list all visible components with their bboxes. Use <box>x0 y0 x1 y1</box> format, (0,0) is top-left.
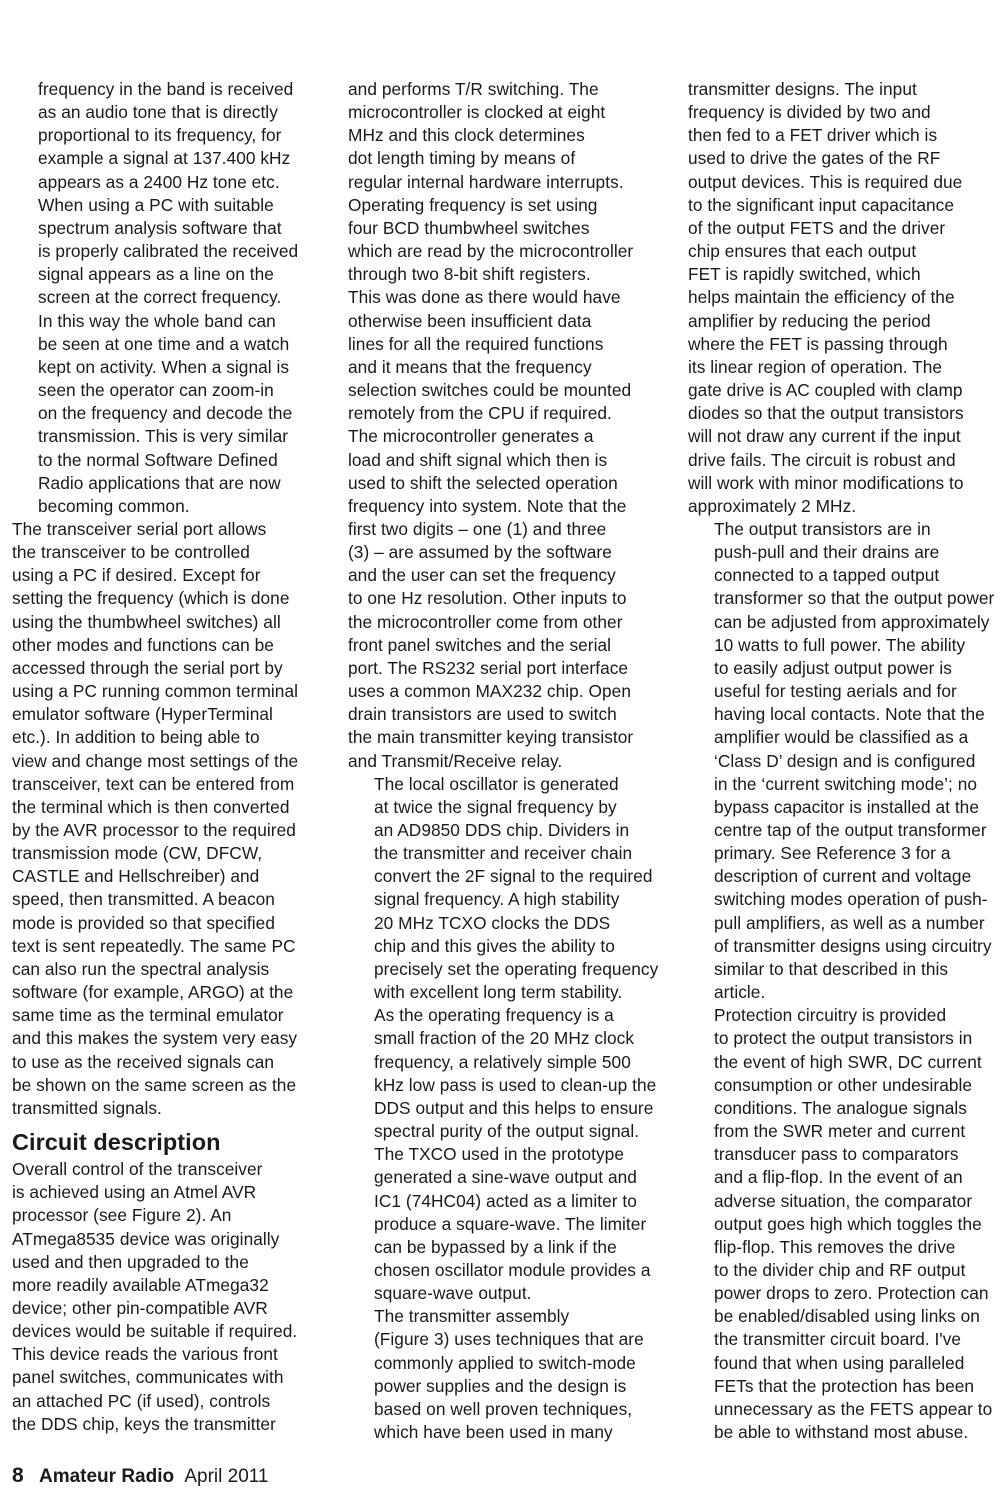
text-line: load and shift signal which then is <box>348 449 608 470</box>
text-line: which have been used in many <box>374 1422 613 1443</box>
text-line: regular internal hardware interrupts. <box>348 171 624 192</box>
text-line: view and change most settings of the <box>12 750 299 771</box>
text-line: frequency into system. Note that the <box>348 495 627 516</box>
text-line: (3) – are assumed by the software <box>348 542 612 563</box>
text-line: microcontroller is clocked at eight <box>348 102 606 123</box>
text-line: transformer so that the output power <box>714 588 995 609</box>
paragraph <box>688 1004 993 1444</box>
text-line: 20 MHz TCXO clocks the DDS <box>374 912 611 933</box>
text-line: then fed to a FET driver which is <box>688 125 938 146</box>
text-line: which are read by the microcontroller <box>348 241 634 262</box>
text-line: found that when using paralleled <box>714 1352 965 1373</box>
text-line: by the AVR processor to the required <box>12 820 296 840</box>
paragraph <box>688 518 995 1004</box>
paragraph <box>12 78 318 518</box>
text-line: used to drive the gates of the RF <box>688 148 941 169</box>
text-line: devices would be suitable if required. <box>12 1321 298 1342</box>
text-line: to protect the output transistors in <box>714 1028 973 1049</box>
text-line: can be bypassed by a link if the <box>374 1236 617 1257</box>
text-line: approximately 2 MHz. <box>688 495 857 516</box>
text-line: the transceiver to be controlled <box>12 542 250 563</box>
text-line: convert the 2F signal to the required <box>374 866 653 887</box>
section-heading: Circuit description <box>12 1129 221 1156</box>
text-line: other modes and functions can be <box>12 634 274 655</box>
text-line: to the significant input capacitance <box>688 194 954 215</box>
text-line: used and then upgraded to the <box>12 1251 249 1272</box>
text-line: small fraction of the 20 MHz clock <box>374 1028 635 1049</box>
text-line: IC1 (74HC04) acted as a limiter to <box>374 1190 637 1211</box>
text-line: used to shift the selected operation <box>348 472 618 493</box>
text-line: the terminal which is then converted <box>12 796 290 817</box>
text-line: signal frequency. A high stability <box>374 889 620 910</box>
text-line: helps maintain the efficiency of the <box>688 287 955 308</box>
text-line: This device reads the various front <box>12 1344 278 1365</box>
text-line: primary. See Reference 3 for a <box>714 843 951 864</box>
text-line: connected to a tapped output <box>714 565 940 586</box>
text-line: its linear region of operation. The <box>688 356 943 377</box>
text-line: description of current and voltage <box>714 866 972 887</box>
text-line: power supplies and the design is <box>374 1375 627 1396</box>
text-line: The microcontroller generates a <box>348 426 594 447</box>
text-line: as an audio tone that is directly <box>38 102 278 123</box>
text-line: bypass capacitor is installed at the <box>714 796 980 817</box>
page-number: 8 <box>12 1464 24 1487</box>
text-line: is achieved using an Atmel AVR <box>12 1182 257 1203</box>
magazine-title: Amateur Radio <box>38 1466 175 1487</box>
text-line: to easily adjust output power is <box>714 657 952 678</box>
text-line: Operating frequency is set using <box>348 194 598 215</box>
text-line: transmission. This is very similar <box>38 426 289 447</box>
text-line: port. The RS232 serial port interface <box>348 657 629 678</box>
text-line: of the output FETS and the driver <box>688 217 946 238</box>
text-line: software (for example, ARGO) at the <box>12 982 294 1003</box>
text-line: the microcontroller come from other <box>348 611 623 632</box>
text-line: front panel switches and the serial <box>348 634 612 655</box>
text-line: useful for testing aerials and for <box>714 681 957 702</box>
text-line: proportional to its frequency, for <box>38 125 282 146</box>
text-line: can be adjusted from approximately <box>714 611 990 632</box>
text-line: and this makes the system very easy <box>12 1028 298 1049</box>
paragraph <box>12 1158 318 1436</box>
text-line: power drops to zero. Protection can <box>714 1283 989 1304</box>
text-line: an AD9850 DDS chip. Dividers in <box>374 820 630 840</box>
text-line: speed, then transmitted. A beacon <box>12 889 275 910</box>
text-line: more readily available ATmega32 <box>12 1274 269 1295</box>
text-line: to the divider chip and RF output <box>714 1259 966 1280</box>
text-line: drive fails. The circuit is robust and <box>688 449 956 470</box>
text-line: In this way the whole band can <box>38 310 276 331</box>
text-line: and a flip-flop. In the event of an <box>714 1167 963 1188</box>
text-line: conditions. The analogue signals <box>714 1097 967 1118</box>
text-line: The output transistors are in <box>714 518 931 539</box>
text-line: and performs T/R switching. The <box>348 79 599 99</box>
text-line: be able to withstand most abuse. <box>714 1422 969 1443</box>
text-line: FET is rapidly switched, which <box>688 264 921 285</box>
text-line: etc.). In addition to being able to <box>12 727 260 748</box>
text-line: accessed through the serial port by <box>12 657 283 678</box>
text-line: example a signal at 137.400 kHz <box>38 148 291 169</box>
text-line: kHz low pass is used to clean-up the <box>374 1074 657 1095</box>
text-line: be seen at one time and a watch <box>38 333 290 354</box>
paragraph <box>688 78 988 518</box>
text-line: in the ‘current switching mode’; no <box>714 773 978 794</box>
text-line: spectral purity of the output signal. <box>374 1121 640 1142</box>
text-line: seen the operator can zoom-in <box>38 380 274 401</box>
text-line: transceiver, text can be entered from <box>12 773 295 794</box>
text-line: DDS output and this helps to ensure <box>374 1097 654 1118</box>
text-line: panel switches, communicates with <box>12 1367 284 1388</box>
text-line: Protection circuitry is provided <box>714 1005 947 1026</box>
text-line: be enabled/disabled using links on <box>714 1306 980 1327</box>
text-line: four BCD thumbwheel switches <box>348 217 590 238</box>
text-line: the transmitter and receiver chain <box>374 843 633 864</box>
text-line: the DDS chip, keys the transmitter <box>12 1413 276 1434</box>
text-line: amplifier would be classified as a <box>714 727 969 748</box>
text-line: produce a square-wave. The limiter <box>374 1213 647 1234</box>
text-line: is properly calibrated the received <box>38 241 299 262</box>
text-line: and the user can set the frequency <box>348 565 616 586</box>
text-line: the main transmitter keying transistor <box>348 727 634 748</box>
text-line: article. <box>714 982 766 1003</box>
text-line: frequency, a relatively simple 500 <box>374 1051 631 1072</box>
text-line: to the normal Software Defined <box>38 449 278 470</box>
text-line: output goes high which toggles the <box>714 1213 982 1234</box>
text-line: uses a common MAX232 chip. Open <box>348 681 631 702</box>
text-line: chip ensures that each output <box>688 241 917 262</box>
text-line: transmitted signals. <box>12 1097 162 1118</box>
text-line: The TXCO used in the prototype <box>374 1144 624 1165</box>
text-line: ATmega8535 device was originally <box>12 1228 280 1249</box>
column-3 <box>688 78 995 1444</box>
text-line: first two digits – one (1) and three <box>348 518 607 539</box>
text-line: commonly applied to switch-mode <box>374 1352 636 1373</box>
text-line: the event of high SWR, DC current <box>714 1051 982 1072</box>
text-line: frequency in the band is received <box>38 79 294 99</box>
text-line: similar to that described in this <box>714 958 949 979</box>
text-line: unnecessary as the FETS appear to <box>714 1398 993 1419</box>
text-line: becoming common. <box>38 495 190 516</box>
text-line: screen at the correct frequency. <box>38 287 282 308</box>
text-line: an attached PC (if used), controls <box>12 1390 271 1411</box>
text-line: from the SWR meter and current <box>714 1121 966 1142</box>
text-line: ‘Class D’ design and is configured <box>714 750 976 771</box>
issue-date: April 2011 <box>184 1466 269 1487</box>
text-line: processor (see Figure 2). An <box>12 1205 232 1226</box>
text-line: and Transmit/Receive relay. <box>348 750 563 771</box>
text-line: This was done as there would have <box>348 287 621 308</box>
text-line: remotely from the CPU if required. <box>348 403 612 424</box>
text-line: consumption or other undesirable <box>714 1074 973 1095</box>
text-line: transducer pass to comparators <box>714 1144 959 1165</box>
text-line: lines for all the required functions <box>348 333 604 354</box>
text-line: gate drive is AC coupled with clamp <box>688 380 963 401</box>
text-line: be shown on the same screen as the <box>12 1074 297 1095</box>
text-line: flip-flop. This removes the drive <box>714 1236 956 1257</box>
text-line: using a PC if desired. Except for <box>12 565 261 586</box>
text-line: chosen oscillator module provides a <box>374 1259 651 1280</box>
text-line: based on well proven techniques, <box>374 1398 633 1419</box>
text-line: setting the frequency (which is done <box>12 588 290 609</box>
text-line: at twice the signal frequency by <box>374 796 617 817</box>
text-line: adverse situation, the comparator <box>714 1190 973 1211</box>
text-line: switching modes operation of push- <box>714 889 988 910</box>
text-line: will not draw any current if the input <box>688 426 961 447</box>
text-line: the transmitter circuit board. I've <box>714 1329 962 1350</box>
text-line: signal appears as a line on the <box>38 264 274 285</box>
paragraph <box>348 78 658 773</box>
text-line: where the FET is passing through <box>688 333 948 354</box>
text-line: (Figure 3) uses techniques that are <box>374 1329 644 1350</box>
paragraph <box>348 1305 658 1444</box>
text-line: emulator software (HyperTerminal <box>12 704 273 725</box>
text-line: generated a sine-wave output and <box>374 1167 637 1188</box>
text-line: Overall control of the transceiver <box>12 1159 263 1180</box>
text-line: As the operating frequency is a <box>374 1005 614 1026</box>
text-line: appears as a 2400 Hz tone etc. <box>38 171 280 192</box>
text-line: and it means that the frequency <box>348 356 592 377</box>
text-line: otherwise been insufficient data <box>348 310 592 331</box>
text-line: transmission mode (CW, DFCW, <box>12 843 263 864</box>
text-line: When using a PC with suitable <box>38 194 274 215</box>
paragraph <box>348 773 658 1306</box>
text-line: 10 watts to full power. The ability <box>714 634 966 655</box>
text-line: amplifier by reducing the period <box>688 310 931 331</box>
text-line: having local contacts. Note that the <box>714 704 985 725</box>
text-line: The transmitter assembly <box>374 1306 570 1327</box>
text-line: square-wave output. <box>374 1283 532 1304</box>
text-line: pull amplifiers, as well as a number <box>714 912 985 933</box>
text-line: kept on activity. When a signal is <box>38 356 290 377</box>
text-line: can also run the spectral analysis <box>12 958 270 979</box>
text-line: frequency is divided by two and <box>688 102 931 123</box>
column-1 <box>12 78 318 1436</box>
column-2 <box>348 78 658 1444</box>
text-line: with excellent long term stability. <box>374 982 623 1003</box>
text-line: MHz and this clock determines <box>348 125 585 146</box>
text-line: same time as the terminal emulator <box>12 1005 284 1026</box>
text-line: precisely set the operating frequency <box>374 958 659 979</box>
text-line: diodes so that the output transistors <box>688 403 964 424</box>
text-line: to use as the received signals can <box>12 1051 275 1072</box>
text-line: transmitter designs. The input <box>688 79 917 99</box>
text-line: of transmitter designs using circuitry <box>714 935 992 956</box>
text-line: Radio applications that are now <box>38 472 281 493</box>
text-line: dot length timing by means of <box>348 148 576 169</box>
text-line: push-pull and their drains are <box>714 542 940 563</box>
text-line: selection switches could be mounted <box>348 380 632 401</box>
text-line: The local oscillator is generated <box>374 773 619 794</box>
text-line: text is sent repeatedly. The same PC <box>12 935 296 956</box>
text-line: FETs that the protection has been <box>714 1375 975 1396</box>
text-line: will work with minor modifications to <box>688 472 964 493</box>
text-line: on the frequency and decode the <box>38 403 293 424</box>
text-line: chip and this gives the ability to <box>374 935 615 956</box>
text-line: CASTLE and Hellschreiber) and <box>12 866 260 887</box>
text-line: through two 8-bit shift registers. <box>348 264 591 285</box>
text-line: mode is provided so that specified <box>12 912 275 933</box>
paragraph <box>12 518 318 1120</box>
page-footer <box>12 1464 269 1489</box>
text-line: using a PC running common terminal <box>12 681 299 702</box>
text-line: using the thumbwheel switches) all <box>12 611 281 632</box>
text-line: device; other pin-compatible AVR <box>12 1297 268 1318</box>
text-line: centre tap of the output transformer <box>714 820 987 840</box>
text-line: output devices. This is required due <box>688 171 963 192</box>
text-line: spectrum analysis software that <box>38 217 282 238</box>
text-line: The transceiver serial port allows <box>12 518 267 539</box>
text-line: drain transistors are used to switch <box>348 704 617 725</box>
text-line: to one Hz resolution. Other inputs to <box>348 588 627 609</box>
